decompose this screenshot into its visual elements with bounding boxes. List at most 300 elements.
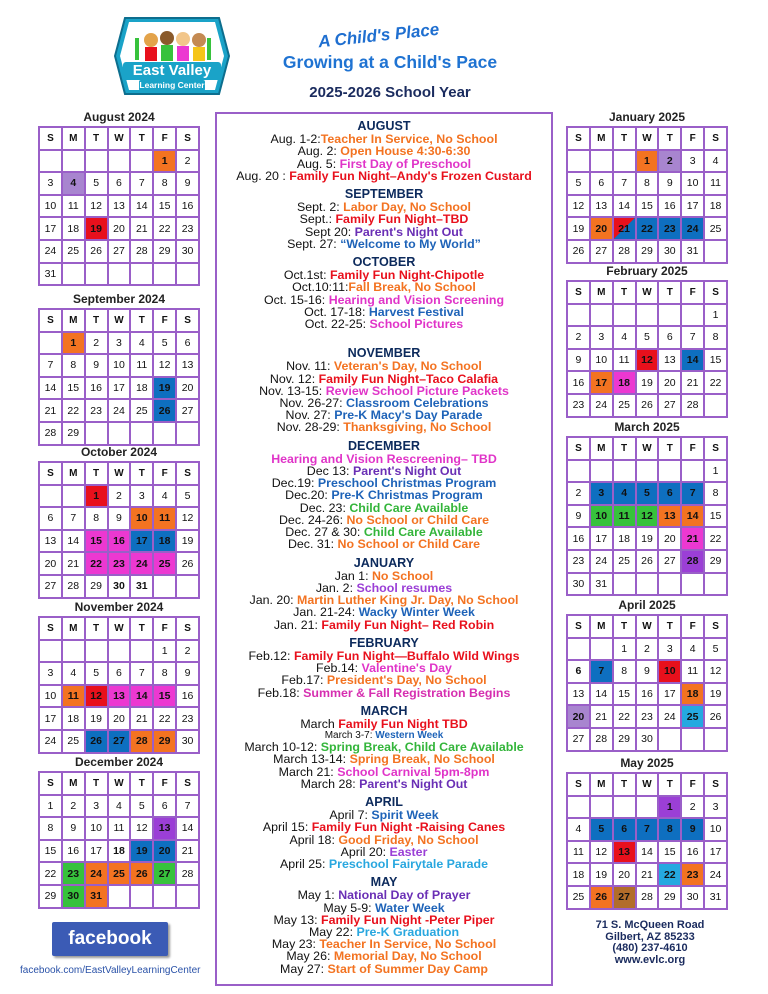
event-date: Nov. 12: (269, 371, 319, 386)
calendar-day: 23 (636, 705, 659, 728)
calendar-august-2024 (38, 108, 200, 286)
calendar-day: 21 (130, 707, 153, 730)
calendar-day: 28 (62, 575, 85, 598)
calendar-day: 28 (130, 240, 153, 263)
event-date: Feb.12: (248, 648, 294, 663)
calendar-day: 7 (590, 660, 613, 683)
calendar-day: 10 (681, 172, 704, 195)
calendar-day: 28 (176, 862, 199, 885)
weekday-header: F (681, 615, 704, 638)
event-date: March (300, 716, 339, 731)
calendar-day: 21 (636, 863, 659, 886)
calendar-empty-cell (153, 885, 176, 908)
calendar-day: 19 (153, 377, 176, 400)
calendar-day: 21 (681, 527, 704, 550)
calendar-empty-cell (85, 422, 108, 445)
calendar-day: 6 (39, 507, 62, 530)
event-description: Preschool Fairytale Parade (328, 856, 488, 871)
event-description: Child Care Available (349, 500, 469, 515)
calendar-day: 19 (590, 863, 613, 886)
weekday-header: T (85, 772, 108, 795)
calendar-day: 16 (85, 377, 108, 400)
weekday-header: T (85, 127, 108, 150)
calendar-day: 5 (590, 818, 613, 841)
weekday-header: T (130, 309, 153, 332)
calendar-empty-cell (681, 573, 704, 596)
calendar-day: 27 (567, 728, 590, 751)
calendar-day: 16 (176, 195, 199, 218)
event-date: Feb.14: (316, 661, 362, 676)
calendar-day: 8 (39, 817, 62, 840)
calendar-april-2025 (566, 596, 728, 752)
event-description: Harvest Festival (368, 304, 464, 319)
weekday-header: F (681, 281, 704, 304)
calendar-empty-cell (130, 150, 153, 173)
event-item (221, 619, 547, 631)
weekday-header: W (636, 773, 659, 796)
calendar-empty-cell (613, 573, 636, 596)
event-date: Oct. 15-16: (263, 292, 329, 307)
event-description: Pre-K Macy's Day Parade (334, 408, 483, 423)
calendar-day: 18 (130, 377, 153, 400)
calendar-day: 18 (567, 863, 590, 886)
event-date: April 15: (262, 820, 312, 835)
tagline-growing: Growing at a Child's Pace (282, 52, 498, 72)
calendar-empty-cell (85, 150, 108, 173)
calendar-day: 7 (62, 507, 85, 530)
weekday-header: T (130, 772, 153, 795)
calendar-day: 29 (704, 550, 727, 573)
calendar-day: 2 (108, 485, 131, 508)
weekday-header: T (85, 309, 108, 332)
calendar-day: 11 (153, 507, 176, 530)
calendar-day: 13 (567, 683, 590, 706)
calendar-day: 29 (62, 422, 85, 445)
event-date: May 23: (271, 937, 320, 952)
facebook-link[interactable]: facebook.com/EastValleyLearningCenter (20, 965, 201, 976)
calendar-day: 5 (636, 482, 659, 505)
calendar-day: 25 (567, 886, 590, 909)
weekday-header: S (704, 615, 727, 638)
event-date: Dec 13: (306, 464, 353, 479)
calendar-day: 21 (130, 217, 153, 240)
calendar-empty-cell (567, 304, 590, 327)
address-city: Gilbert, AZ 85233 (605, 930, 695, 943)
calendar-day: 10 (39, 685, 62, 708)
logo (113, 12, 231, 100)
event-item (221, 963, 547, 975)
calendar-day: 27 (153, 862, 176, 885)
calendar-day: 22 (85, 552, 108, 575)
event-description: Family Fun Night-Chipotle (329, 268, 485, 283)
calendar-empty-cell (39, 332, 62, 355)
calendar-day: 8 (85, 507, 108, 530)
calendar-empty-cell (658, 728, 681, 751)
weekday-header: T (658, 437, 681, 460)
calendar-day: 13 (590, 195, 613, 218)
event-description: Good Friday, No School (338, 832, 479, 847)
event-section-heading: JANUARY (353, 555, 415, 570)
event-description: Family Fun Night–Andy's Frozen Custard (289, 168, 532, 183)
calendar-day: 31 (130, 575, 153, 598)
calendar-day: 14 (681, 349, 704, 372)
calendar-day: 12 (590, 841, 613, 864)
events-list (215, 112, 553, 986)
calendar-december-2024 (38, 753, 200, 909)
weekday-header: S (704, 127, 727, 150)
calendar-day: 15 (62, 377, 85, 400)
calendar-day: 7 (613, 172, 636, 195)
calendar-day: 23 (85, 399, 108, 422)
calendar-day: 9 (567, 349, 590, 372)
calendar-day: 5 (85, 172, 108, 195)
weekday-header: T (85, 462, 108, 485)
event-date: Aug. 1-2: (270, 132, 321, 147)
calendar-day: 4 (681, 638, 704, 661)
event-description: Teacher In Service, No School (320, 132, 498, 147)
calendar-day: 13 (153, 817, 176, 840)
calendar-day: 11 (62, 195, 85, 218)
calendar-day: 3 (590, 482, 613, 505)
event-description: Labor Day, No School (343, 200, 471, 215)
event-date: Jan. 21: (273, 617, 322, 632)
calendar-empty-cell (636, 573, 659, 596)
address-street: 71 S. McQueen Road (595, 919, 705, 931)
event-description: Family Fun Night -Peter Piper (321, 912, 495, 927)
event-description: No School or Child Care (337, 537, 481, 552)
weekday-header: T (130, 127, 153, 150)
calendar-day: 5 (176, 485, 199, 508)
facebook-button[interactable]: facebook (52, 922, 168, 956)
calendar-day: 15 (704, 505, 727, 528)
calendar-day: 23 (176, 217, 199, 240)
event-item (221, 687, 547, 699)
calendar-day: 3 (39, 662, 62, 685)
event-date: Sept 20: (305, 224, 355, 239)
calendar-day: 4 (613, 326, 636, 349)
event-description: Family Fun Night TBD (338, 716, 468, 731)
event-section-heading: APRIL (365, 794, 403, 809)
calendar-day: 26 (567, 240, 590, 263)
calendar-day: 18 (153, 530, 176, 553)
calendar-day: 14 (130, 195, 153, 218)
calendar-empty-cell (176, 422, 199, 445)
event-description: Parent's Night Out (359, 776, 468, 791)
event-description: Spirit Week (371, 808, 439, 823)
calendar-title: October 2024 (80, 445, 158, 459)
weekday-header: W (108, 617, 131, 640)
weekday-header: F (153, 462, 176, 485)
calendar-day: 17 (108, 377, 131, 400)
calendar-day: 9 (681, 818, 704, 841)
calendar-day: 14 (39, 377, 62, 400)
calendar-day: 5 (636, 326, 659, 349)
calendar-day: 11 (613, 505, 636, 528)
event-description: Wacky Winter Week (358, 605, 475, 620)
calendar-day: 4 (613, 482, 636, 505)
calendar-day: 8 (153, 662, 176, 685)
calendar-day: 24 (108, 399, 131, 422)
calendar-day: 2 (658, 150, 681, 173)
calendar-day: 10 (85, 817, 108, 840)
calendar-grid (38, 461, 200, 599)
calendar-day: 6 (176, 332, 199, 355)
logo-subtitle: Learning Center (139, 80, 205, 90)
event-description: Parent's Night Out (354, 224, 463, 239)
calendar-day: 1 (704, 460, 727, 483)
calendar-day: 2 (62, 795, 85, 818)
calendar-day: 4 (62, 172, 85, 195)
calendar-grid (566, 614, 728, 752)
event-description: Spring Break, No School (349, 752, 495, 767)
calendar-day: 25 (681, 705, 704, 728)
calendar-day: 17 (590, 527, 613, 550)
event-description: Hearing and Vision Rescreening– TBD (271, 451, 497, 466)
calendar-day: 9 (567, 505, 590, 528)
calendar-day: 2 (567, 482, 590, 505)
calendar-day: 1 (39, 795, 62, 818)
event-date: May 26: (286, 949, 334, 964)
weekday-header: T (613, 773, 636, 796)
calendar-empty-cell (636, 796, 659, 819)
event-date: Jan. 20: (249, 593, 298, 608)
weekday-header: T (130, 462, 153, 485)
calendar-day: 6 (590, 172, 613, 195)
event-item (221, 238, 547, 250)
calendar-empty-cell (62, 263, 85, 286)
event-date: Aug. 2: (297, 144, 341, 159)
weekday-header: S (176, 617, 199, 640)
weekday-header: M (62, 127, 85, 150)
calendar-day: 1 (636, 150, 659, 173)
calendar-day: 13 (658, 505, 681, 528)
event-description: Easter (389, 844, 428, 859)
calendar-day: 9 (658, 172, 681, 195)
event-date: Oct.1st: (283, 268, 330, 283)
calendar-day: 10 (590, 505, 613, 528)
weekday-header: S (176, 772, 199, 795)
event-date: Sept.: (299, 212, 336, 227)
calendar-november-2024 (38, 598, 200, 754)
calendar-empty-cell (590, 150, 613, 173)
calendar-day: 27 (108, 240, 131, 263)
event-item (221, 170, 547, 182)
calendar-day: 29 (85, 575, 108, 598)
calendar-day: 12 (567, 195, 590, 218)
calendar-empty-cell (636, 304, 659, 327)
weekday-header: S (176, 309, 199, 332)
event-date: Aug. 20 : (236, 168, 290, 183)
event-date: Feb.18: (257, 685, 304, 700)
calendar-day: 2 (567, 326, 590, 349)
event-date: March 21: (278, 764, 338, 779)
calendar-day: 27 (39, 575, 62, 598)
calendar-day: 10 (108, 354, 131, 377)
weekday-header: F (153, 772, 176, 795)
calendar-day: 12 (636, 349, 659, 372)
event-date: Nov. 26-27: (279, 396, 347, 411)
calendar-day: 17 (681, 195, 704, 218)
calendar-day: 19 (176, 530, 199, 553)
calendar-day: 1 (85, 485, 108, 508)
calendar-day: 20 (39, 552, 62, 575)
calendar-day: 26 (85, 240, 108, 263)
calendar-title: March 2025 (614, 420, 680, 434)
calendar-day: 20 (108, 707, 131, 730)
calendar-day: 15 (153, 685, 176, 708)
calendar-day: 20 (613, 863, 636, 886)
calendar-day: 15 (636, 195, 659, 218)
calendar-day: 28 (590, 728, 613, 751)
website-link[interactable]: www.evlc.org (614, 953, 686, 966)
event-description: No School (371, 568, 434, 583)
school-year-title: 2025-2026 School Year (309, 84, 471, 101)
event-description: Western Week (375, 730, 444, 742)
phone-number: (480) 237-4610 (612, 942, 688, 954)
calendar-day: 25 (613, 550, 636, 573)
event-date: March 13-14: (273, 752, 350, 767)
calendar-february-2025 (566, 262, 728, 418)
calendar-day: 19 (636, 527, 659, 550)
event-date: May 5-9: (323, 900, 376, 915)
calendar-day: 30 (567, 573, 590, 596)
event-description: Teacher In Service, No School (319, 937, 497, 952)
calendar-day: 26 (85, 730, 108, 753)
event-description: Family Fun Night–TBD (335, 212, 469, 227)
calendar-day: 20 (176, 377, 199, 400)
calendar-day: 2 (176, 640, 199, 663)
calendar-january-2025 (566, 108, 728, 264)
event-date: Jan. 2: (315, 580, 357, 595)
calendar-day: 28 (681, 394, 704, 417)
calendar-day: 28 (613, 240, 636, 263)
calendar-day: 5 (130, 795, 153, 818)
calendar-day: 7 (636, 818, 659, 841)
event-description: Start of Summer Day Camp (327, 961, 488, 976)
calendar-empty-cell (62, 640, 85, 663)
weekday-header: T (658, 281, 681, 304)
calendar-day: 16 (108, 530, 131, 553)
calendar-empty-cell (590, 304, 613, 327)
calendar-day: 4 (62, 662, 85, 685)
calendar-day: 30 (636, 728, 659, 751)
weekday-header: M (62, 462, 85, 485)
weekday-header: T (613, 281, 636, 304)
calendar-day: 5 (567, 172, 590, 195)
event-description: Memorial Day, No School (333, 949, 482, 964)
event-description: Martin Luther King Jr. Day, No School (297, 593, 519, 608)
event-description: “Welcome to My World” (340, 236, 481, 251)
calendar-day: 19 (704, 683, 727, 706)
calendar-day: 6 (658, 482, 681, 505)
calendar-day: 29 (636, 240, 659, 263)
weekday-header: M (590, 773, 613, 796)
calendar-empty-cell (704, 394, 727, 417)
calendar-empty-cell (153, 263, 176, 286)
calendar-day: 8 (62, 354, 85, 377)
tagline-childs-place: A Child's Place (317, 19, 441, 52)
calendar-day: 4 (108, 795, 131, 818)
event-description: National Day of Prayer (338, 888, 471, 903)
calendar-day: 18 (62, 217, 85, 240)
event-item (221, 538, 547, 550)
calendar-empty-cell (130, 422, 153, 445)
calendar-day: 29 (153, 730, 176, 753)
calendar-day: 3 (658, 638, 681, 661)
calendar-day: 25 (62, 730, 85, 753)
weekday-header: T (85, 617, 108, 640)
calendar-day: 9 (85, 354, 108, 377)
calendar-may-2025 (566, 754, 728, 910)
event-date: Dec. 27 & 30: (285, 525, 364, 540)
calendar-grid (38, 126, 200, 286)
event-date: Nov. 28-29: (276, 420, 344, 435)
event-section-heading: NOVEMBER (347, 346, 421, 361)
calendar-day: 11 (613, 349, 636, 372)
calendar-day: 19 (85, 707, 108, 730)
calendar-day: 16 (567, 527, 590, 550)
weekday-header: S (704, 773, 727, 796)
calendar-empty-cell (85, 640, 108, 663)
calendar-day: 12 (85, 685, 108, 708)
calendar-day: 5 (704, 638, 727, 661)
calendar-empty-cell (108, 885, 131, 908)
event-section-heading: MAY (370, 875, 398, 890)
calendar-day: 31 (704, 886, 727, 909)
calendar-day: 9 (108, 507, 131, 530)
event-description: Summer & Fall Registration Begins (303, 685, 511, 700)
calendar-empty-cell (108, 640, 131, 663)
event-date: Dec.19: (271, 476, 318, 491)
calendar-march-2025 (566, 418, 728, 596)
event-date: Feb.17: (281, 673, 327, 688)
calendar-title: January 2025 (608, 110, 686, 124)
calendar-day: 16 (636, 683, 659, 706)
weekday-header: W (108, 127, 131, 150)
calendar-day: 11 (130, 354, 153, 377)
calendar-day: 9 (176, 662, 199, 685)
calendar-day: 11 (681, 660, 704, 683)
calendar-day: 7 (681, 326, 704, 349)
calendar-empty-cell (39, 150, 62, 173)
calendar-day: 6 (108, 662, 131, 685)
calendar-day: 22 (704, 371, 727, 394)
calendar-day: 4 (153, 485, 176, 508)
event-description: Parent's Night Out (352, 464, 462, 479)
weekday-header: S (567, 281, 590, 304)
calendar-day: 8 (636, 172, 659, 195)
calendar-day: 25 (62, 240, 85, 263)
event-item (221, 421, 547, 433)
calendar-day: 30 (658, 240, 681, 263)
calendar-day: 20 (108, 217, 131, 240)
calendar-day: 18 (704, 195, 727, 218)
calendar-empty-cell (613, 304, 636, 327)
calendar-day: 6 (613, 818, 636, 841)
calendar-grid (566, 436, 728, 596)
event-date: May 27: (280, 961, 328, 976)
weekday-header: W (636, 437, 659, 460)
calendar-day: 24 (590, 394, 613, 417)
calendar-empty-cell (39, 485, 62, 508)
calendar-grid (566, 280, 728, 418)
calendar-day: 18 (613, 527, 636, 550)
calendar-day: 7 (130, 172, 153, 195)
event-description: Spring Break, Child Care Available (320, 740, 524, 755)
event-item (221, 318, 547, 330)
calendar-empty-cell (62, 150, 85, 173)
calendar-day: 23 (567, 550, 590, 573)
